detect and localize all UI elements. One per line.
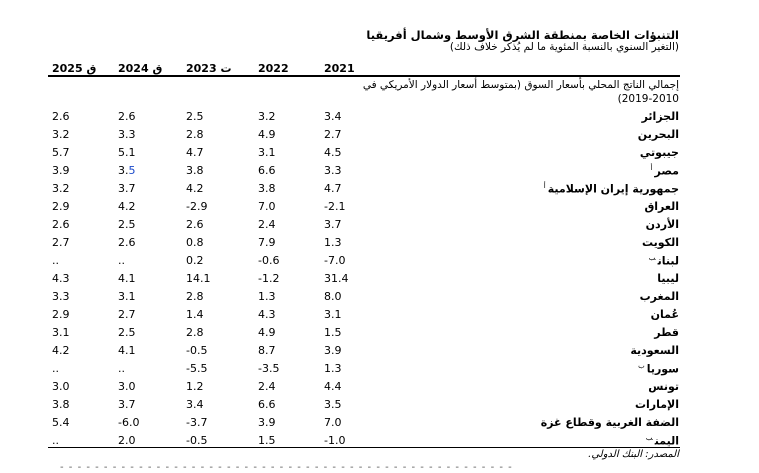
table-cell: 4.1 [118,344,136,357]
footnote-marker: ب [645,434,653,442]
footnote-marker: ب [648,254,656,262]
table-cell: 3.3 [52,290,70,303]
table-cell: .. [52,362,59,375]
table-cell: 0.8 [186,236,204,249]
table-cell: 5.1 [118,146,136,159]
table-cell: 2.8 [186,290,204,303]
highlighted-digit: 5 [128,164,136,177]
table-cell: -0.5 [186,344,208,357]
table-cell: -7.0 [324,254,346,267]
col-header-2024: 2024 ق [118,62,163,75]
table-cell: 4.2 [118,200,136,213]
table-cell: 3.0 [118,380,136,393]
row-label [644,434,679,448]
table-cell: 3.3 [118,128,136,141]
table-cell: 3.2 [52,182,70,195]
table-cell: -2.9 [186,200,208,213]
table-cell: 3.5 [324,398,342,411]
table-cell: 5.7 [52,146,70,159]
table-cell: .. [118,362,125,375]
table-cell: 2.5 [186,110,204,123]
table-row [0,416,759,434]
table-cell: 1.3 [324,362,342,375]
table-row [0,128,759,146]
country-name: جمهورية إيران الإسلامية [547,182,679,196]
table-cell: 4.2 [186,182,204,195]
table-cell: 7.9 [258,236,276,249]
table-cell: 4.3 [52,272,70,285]
table-cell: 4.7 [324,182,342,195]
footnote-marker: أ [650,164,653,172]
table-subtitle: (التغير السنوي بالنسبة المئوية ما لم يُذكر خلاف ذلك) [449,41,679,53]
table-row [0,110,759,128]
col-header-2025: 2025 ق [52,62,97,75]
table-cell: 3.9 [324,344,342,357]
table-cell: 1.3 [258,290,276,303]
table-cell: 3.1 [52,326,70,339]
table-cell: 2.7 [118,308,136,321]
table-row [0,290,759,308]
table-row [0,146,759,164]
col-header-2021: 2021 [324,62,355,75]
table-cell: 4.2 [52,344,70,357]
table-cell: 3.0 [52,380,70,393]
country-name: الجزائر [641,110,679,123]
table-cell: -2.1 [324,200,346,213]
cut-off-footnote: - - - - - - - - - - - - - - - - - - - - - - - - - - - - - - - - - - - - - - - - - - - - - - - - - - - - [60,462,513,473]
country-name: قطر [654,326,679,339]
country-name: ليبيا [657,272,679,285]
row-label [642,236,679,249]
table-cell: 3.4 [186,398,204,411]
table-cell: 3.7 [324,218,342,231]
table-cell: -3.5 [258,362,280,375]
table-cell: -0.6 [258,254,280,267]
table-cell: 2.5 [118,326,136,339]
table-cell: 4.4 [324,380,342,393]
table-cell: 4.7 [186,146,204,159]
table-cell: -3.7 [186,416,208,429]
table-cell: 3.7 [118,182,136,195]
table-cell: 6.6 [258,398,276,411]
header-rule [48,75,680,77]
table-cell: 1.4 [186,308,204,321]
table-cell: 2.8 [186,128,204,141]
table-cell: 2.7 [52,236,70,249]
table-cell: 0.2 [186,254,204,267]
table-row [0,272,759,290]
table-cell: 4.3 [258,308,276,321]
table-cell: 31.4 [324,272,349,285]
table-cell: 7.0 [258,200,276,213]
country-name: جيبوتي [639,146,679,159]
table-row [0,326,759,344]
country-name: مصر [654,164,679,178]
section-label: إجمالي الناتج المحلي بأسعار السوق (بمتوسط أسعار الدولار الأمريكي في 2010-2019) [362,79,679,105]
table-cell: 3.7 [118,398,136,411]
table-cell: 8.0 [324,290,342,303]
footnote-marker: أ [543,182,546,190]
row-label [644,200,679,213]
table-cell: 3.9 [52,164,70,177]
table-cell: 4.5 [324,146,342,159]
table-cell: 8.7 [258,344,276,357]
table-cell: 3.4 [324,110,342,123]
table-cell: 3.9 [258,416,276,429]
table-row [0,380,759,398]
table-cell: 3.1 [324,308,342,321]
row-label [657,272,679,285]
table-cell: 3.3 [324,164,342,177]
row-label [541,416,679,429]
table-cell: 3.8 [258,182,276,195]
table-cell: 2.4 [258,380,276,393]
country-name: العراق [644,200,679,213]
table-cell: 1.5 [258,434,276,447]
table-row [0,164,759,182]
table-cell: 3.2 [52,128,70,141]
table-row [0,182,759,200]
table-row [0,308,759,326]
table-cell: 3.1 [258,146,276,159]
table-cell: 7.0 [324,416,342,429]
table-cell: 2.9 [52,308,70,321]
table-cell: 3.8 [186,164,204,177]
row-label [542,182,679,196]
table-cell: -6.0 [118,416,140,429]
table-cell: 2.0 [118,434,136,447]
country-name: تونس [648,380,679,393]
col-header-2023: 2023 ت [186,62,232,75]
table-cell: 1.2 [186,380,204,393]
country-name: لبنان [657,254,679,268]
table-cell: 2.9 [52,200,70,213]
row-label [651,308,679,321]
footer-rule [48,447,680,448]
table-cell: 2.8 [186,326,204,339]
country-name: عُمان [650,308,679,321]
table-cell: 4.9 [258,128,276,141]
row-label [648,380,679,393]
table-cell: 4.1 [118,272,136,285]
table-cell: 6.6 [258,164,276,177]
table-cell: 4.9 [258,326,276,339]
table-cell: 3.5 [118,164,136,177]
row-label [642,110,679,123]
row-label [646,218,679,231]
country-name: السعودية [630,344,679,357]
country-name: المغرب [639,290,679,303]
country-name: سوريا [646,362,679,376]
table-cell: .. [52,254,59,267]
table-cell: 3.1 [118,290,136,303]
table-row [0,200,759,218]
table-cell: 2.6 [186,218,204,231]
country-name: الأردن [645,218,679,231]
row-label [640,146,679,159]
table-row [0,254,759,272]
country-name: الكويت [642,236,679,249]
table-title: التنبؤات الخاصة بمنطقة الشرق الأوسط وشمال أفريقيا [366,28,679,42]
country-name: البحرين [637,128,679,141]
row-label [636,362,679,376]
table-cell: 3.8 [52,398,70,411]
table-cell: 2.5 [118,218,136,231]
row-label [638,128,679,141]
table-cell: -5.5 [186,362,208,375]
table-cell: 3.2 [258,110,276,123]
row-label [654,326,679,339]
table-cell: .. [52,434,59,447]
table-row [0,362,759,380]
row-label [649,164,679,178]
table-row [0,344,759,362]
table-cell: 2.6 [52,218,70,231]
country-name: اليمن [654,434,679,448]
footnote-marker: ب [638,362,645,370]
table-cell: 1.5 [324,326,342,339]
row-label [635,398,679,411]
table-cell: 2.6 [118,110,136,123]
table-cell: 14.1 [186,272,211,285]
table-cell: 2.6 [118,236,136,249]
table-cell: 5.4 [52,416,70,429]
row-label [647,254,679,268]
source-note: المصدر: البنك الدولي. [588,449,679,460]
table-row [0,398,759,416]
table-row [0,236,759,254]
row-label [630,344,679,357]
table-cell: 1.3 [324,236,342,249]
country-name: الضفة الغربية وقطاع غزة [540,416,679,429]
table-cell: 2.4 [258,218,276,231]
table-cell: -1.2 [258,272,280,285]
col-header-2022: 2022 [258,62,289,75]
country-name: الإمارات [634,398,679,411]
table-cell: 2.7 [324,128,342,141]
table-cell: .. [118,254,125,267]
table-cell: -0.5 [186,434,208,447]
table-cell: 2.6 [52,110,70,123]
table-cell: -1.0 [324,434,346,447]
table-row [0,218,759,236]
row-label [640,290,679,303]
